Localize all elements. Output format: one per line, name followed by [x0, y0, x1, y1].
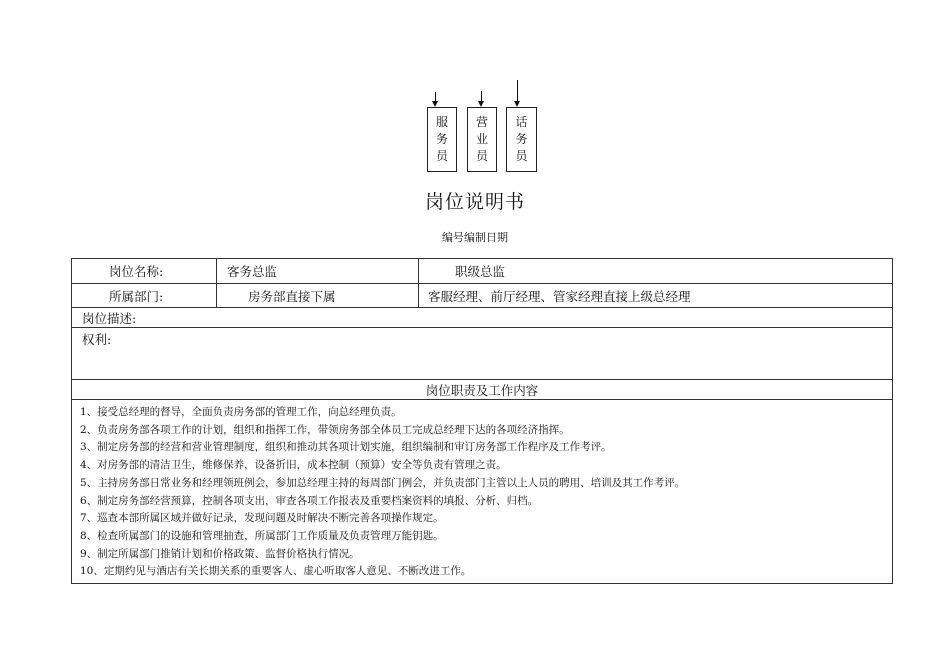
table-row-rights	[72, 328, 892, 380]
description-label: 岗位描述:	[82, 310, 137, 326]
position-value: 客务总监	[227, 264, 278, 279]
duty-item: 8、检查所属部门的设施和管理抽查，所属部门工作质量及负责管理万能钥匙。	[80, 529, 444, 542]
position-value-cell	[216, 259, 418, 283]
rights-label: 权利:	[82, 332, 112, 347]
org-box-char: 业	[475, 132, 488, 146]
org-chart	[0, 0, 950, 180]
arrow-line-3	[517, 80, 518, 102]
description-cell	[72, 308, 892, 327]
org-box-char: 务	[515, 132, 528, 146]
duties-header-cell	[72, 380, 892, 399]
rights-cell	[72, 328, 892, 379]
duty-item: 6、制定房务部经营预算，控制各项支出，审查各项工作报表及重要档案资料的填报、分析、归档。	[80, 494, 539, 507]
table-row-description	[72, 308, 892, 328]
org-box-service	[427, 107, 457, 172]
dept-value: 房务部直接下属	[248, 288, 336, 304]
level-label: 职级总监	[455, 264, 506, 279]
org-box-char: 员	[435, 149, 448, 163]
org-box-char: 员	[475, 149, 488, 163]
duty-item: 7、巡查本部所属区域并做好记录，发现问题及时解决不断完善各项操作规定。	[80, 512, 444, 525]
org-box-sales	[467, 107, 497, 172]
dept-value-cell	[216, 284, 418, 307]
org-box-char: 服	[435, 115, 448, 129]
document-title: 岗位说明书	[424, 191, 525, 213]
dept-label-cell	[72, 284, 216, 307]
duty-item: 1、接受总经理的督导，全面负责房务部的管理工作，向总经理负责。	[80, 406, 402, 418]
subordinates-cell	[418, 284, 892, 307]
duty-item: 9、制定所属部门推销计划和价格政策、监督价格执行情况。	[80, 547, 360, 560]
job-description-table	[71, 258, 893, 584]
duty-item: 4、对房务部的清洁卫生，维修保养，设备折旧，成本控制（预算）安全等负责有管理之责。	[80, 459, 507, 472]
org-box-char: 员	[515, 149, 528, 163]
level-cell	[418, 259, 892, 283]
org-box-char: 话	[515, 115, 528, 129]
table-row-position	[72, 259, 892, 284]
table-row-duties	[72, 400, 892, 583]
position-label-cell	[72, 259, 216, 283]
duty-item: 2、负责房务部各项工作的计划，组织和指挥工作，带领房务部全体员工完成总经理下达的各项经济指挥。	[80, 423, 570, 436]
table-row-department	[72, 284, 892, 308]
duty-item: 3、制定房务部的经营和营业管理制度，组织和推动其各项计划实施，组织编制和审订房务部工作程序及工作考评。	[80, 441, 612, 454]
dept-label: 所属部门:	[109, 288, 164, 304]
org-box-operator	[506, 107, 537, 172]
duty-item: 10、定期约见与酒店有关长期关系的重要客人、虚心听取客人意见、不断改进工作。	[80, 565, 472, 578]
org-box-char: 营	[475, 115, 488, 129]
duties-header: 岗位职责及工作内容	[425, 382, 539, 398]
table-row-duties-header	[72, 380, 892, 400]
document-subtitle: 编号编制日期	[442, 231, 508, 244]
org-box-char: 务	[435, 132, 448, 146]
duties-list	[72, 400, 892, 583]
position-label: 岗位名称:	[109, 264, 164, 279]
duty-item: 5、主持房务部日常业务和经理领班例会，参加总经理主持的每周部门例会，并负责部门主管以上人员的聘用、培训及其工作考评。	[80, 476, 686, 489]
subordinates-text: 客服经理、前厅经理、管家经理直接上级总经理	[428, 288, 691, 304]
